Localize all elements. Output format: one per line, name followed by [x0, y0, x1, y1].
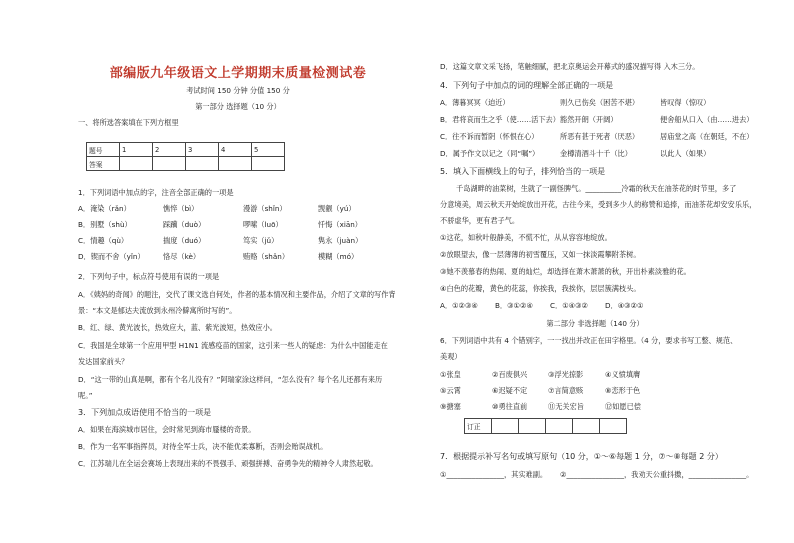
q2-option-d-line1: D．“这一带的山真是啊，都有个名儿没有？”阿瑞家涂这样问，“怎么没有？每个名儿还都有来历	[78, 375, 383, 384]
q3-stem: 3．下列加点成语使用不恰当的一项是	[78, 408, 212, 417]
q5-sentence-2: ②放眼望去，像一层薄薄的初雪覆压，又如一抹淡霞攀附茶树。	[440, 250, 641, 259]
correction-cell[interactable]	[492, 419, 519, 434]
q1-option-b4: 忏悔（xiān）	[318, 220, 362, 229]
q4-option-c3: 居庙堂之高（在朝廷，不在）	[660, 132, 754, 141]
q2-option-c-line2: 发达国家前头？	[78, 357, 129, 366]
q5-sentence-4: ④白色的花瓣，黄色的花蕊，你挨我，我挨你，层层簇满枝头。	[440, 284, 641, 293]
correction-table	[464, 418, 627, 434]
exam-subtitle: 考试时间 150 分钟 分值 150 分	[186, 86, 290, 95]
q1-option-c4: 隽永（juàn）	[318, 236, 363, 245]
q5-option-c: C．①④③②	[550, 301, 588, 310]
answer-cell[interactable]	[252, 157, 285, 171]
q7-blank-1: ①________________，其实难副。	[440, 470, 548, 479]
table-cell: 2	[153, 143, 186, 157]
q4-option-a2: 则久已伤矣（困苦不堪）	[560, 98, 640, 107]
q1-option-d2: 恪尽（kè）	[163, 252, 201, 261]
q3-option-a: A．如果在海滨城市居住，会时常见到海市蜃楼的奇景。	[78, 425, 256, 434]
q6-stem-line2: 美观）	[440, 352, 462, 361]
q1-option-b: B．别墅（shù）	[78, 220, 132, 229]
q1-option-c2: 揣度（duó）	[163, 236, 206, 245]
table-cell: 4	[219, 143, 252, 157]
q2-option-a-line1: A．《姨妈的奇闻》的题注，交代了课文选自何处，作者的基本情况和主要作品，介绍了文章的写作背	[78, 290, 396, 299]
correction-label: 订正	[465, 419, 492, 434]
q1-option-a2: 憔悴（bì）	[163, 204, 199, 213]
answer-cell[interactable]	[219, 157, 252, 171]
q2-option-a-line2: 景：“本文是郁达夫流放到永州冷僻寓所时写的”。	[78, 306, 237, 315]
table-cell: 5	[252, 143, 285, 157]
q6-word: ⑦言简意赅	[548, 386, 584, 395]
q5-sentence-3: ③她不羡慕春的热闹、夏的灿烂，却选择在萧木萧萧的秋，开出朴素淡雅的花。	[440, 267, 691, 276]
q6-word: ④义愤填膺	[605, 370, 641, 379]
answer-cell[interactable]	[186, 157, 219, 171]
q4-option-c1: C．往不诉而暂阴（怀恨在心）	[440, 132, 539, 141]
q6-word: ⑥迟疑不定	[492, 386, 528, 395]
q5-passage-line2: 分意境美，周云秋天开始绽放出开花，古往今来，受到多少人的称赞和追捧，而油茶花却安安乐乐，	[440, 200, 757, 209]
q3-option-c: C．江苏瑞儿在全运会赛场上表现出来的不畏强手、顽强拼搏、奋勇争先的精神令人肃然起敬。	[78, 459, 378, 468]
correction-cell[interactable]	[546, 419, 573, 434]
q6-word: ⑩勇往直前	[492, 402, 528, 411]
q4-option-d1: D．属予作文以记之（同“嘱”）	[440, 149, 540, 158]
correction-cell[interactable]	[573, 419, 600, 434]
q6-word: ⑪无关宏旨	[548, 402, 584, 411]
q1-option-d3: 贿赂（shǎn）	[243, 252, 290, 261]
q5-option-d: D．④③②①	[605, 301, 644, 310]
q6-word: ②百废俱兴	[492, 370, 528, 379]
q5-option-a: A．①②③④	[440, 301, 478, 310]
q4-option-b2: 豁然开朗（开阔）	[560, 115, 618, 124]
q4-option-c2: 所恶有甚于死者（厌恶）	[560, 132, 640, 141]
q6-word: ③浮光掠影	[548, 370, 584, 379]
q1-option-b3: 啰嗦（luō）	[243, 220, 283, 229]
q1-option-a3: 漫游（shǐn）	[243, 204, 287, 213]
q5-passage-line1: 千岛湖畔的油菜树，生就了一副怪脾气。__________冷霜的秋天在油茶花的时节里，多了	[456, 184, 737, 193]
page-title: 部编版九年级语文上学期期末质量检测试卷	[109, 66, 367, 81]
q5-option-b: B．③①②④	[495, 301, 533, 310]
q4-option-d2: 金樽清酒斗十千（比）	[560, 149, 632, 158]
answer-table	[86, 142, 285, 171]
q6-stem-line1: 6．下列词语中共有 4 个错别字，一一找出并改正在田字格里。（4 分，要求书写工整、规范、	[440, 336, 738, 345]
q2-option-c-line1: C．我国是全球第一个应用甲型 H1N1 流感疫苗的国家，这引来一些人的疑虑：为什么中国能走在	[78, 341, 388, 350]
q6-word: ⑫如愿已偿	[605, 402, 641, 411]
q1-stem: 1．下列词语中加点的字，注音全部正确的一项是	[78, 188, 234, 197]
q6-word: ①张皇	[440, 370, 461, 379]
q6-word: ⑨搪塞	[440, 402, 461, 411]
q1-option-c: C．情趣（qù）	[78, 236, 129, 245]
correction-cell[interactable]	[519, 419, 546, 434]
q1-option-c3: 笃实（jǔ）	[243, 236, 279, 245]
q3-option-d: D．这篇文章文采飞扬，笔触细腻，把北京奥运会开幕式的盛况描写得 入木三分。	[440, 62, 700, 71]
q6-word: ⑧恋形于色	[605, 386, 641, 395]
q4-option-b3: 便舍船从口入（由……进去）	[660, 115, 754, 124]
table-row	[87, 143, 285, 157]
q2-option-d-line2: 呢。”	[78, 391, 93, 400]
part2-heading: 第二部分 非选择题（140 分）	[546, 319, 644, 328]
q4-option-d3: 以此人（如果）	[660, 149, 711, 158]
table-row	[87, 157, 285, 171]
q5-sentence-1: ①这花，如秋叶般静美，不慌不忙，从从容容地绽放。	[440, 233, 612, 242]
q4-stem: 4．下列句子中加点的词的理解全部正确的一项是	[440, 81, 614, 90]
table-cell: 答案	[87, 157, 120, 171]
q2-option-b: B．红、绿、黄光波长，热效应大，蓝、紫光波短，热效应小。	[78, 323, 277, 332]
q5-passage-line3: 不骄虚华，更有君子气。	[440, 216, 520, 225]
q4-option-a1: A．薄暮冥冥（迫近）	[440, 98, 510, 107]
correction-cell[interactable]	[600, 419, 627, 434]
q3-option-b: B．作为一名军事指挥员，对待全军士兵，决不能优柔寡断，否则会贻误战机。	[78, 442, 328, 451]
q2-stem: 2．下列句子中，标点符号使用有误的一项是	[78, 272, 220, 281]
q1-option-a4: 觊觎（yú）	[318, 204, 356, 213]
q4-option-b1: B．君将哀而生之乎（使……活下去）	[440, 115, 560, 124]
q7-stem: 7．根据提示补写名句或填写原句（10 分，①～⑥每题 1 分，⑦～⑧每题 2 分）	[440, 452, 723, 461]
answer-cell[interactable]	[153, 157, 186, 171]
table-row	[465, 419, 627, 434]
table-cell: 1	[120, 143, 153, 157]
q5-stem: 5．填入下面横线上的句子，排列恰当的一项是	[440, 167, 606, 176]
q1-option-d: D．锲而不舍（yǐn）	[78, 252, 145, 261]
q1-option-a: A．淹染（rǎn）	[78, 204, 131, 213]
part1-heading: 第一部分 选择题（10 分）	[195, 102, 281, 111]
q7-blank-2: ②________________，我劝天公重抖擞，________________。	[560, 470, 754, 479]
table-cell: 题号	[87, 143, 120, 157]
table-cell: 3	[186, 143, 219, 157]
section1-heading: 一、将所选答案填在下列方框里	[78, 118, 179, 127]
answer-cell[interactable]	[120, 157, 153, 171]
q4-option-a3: 皆叹得（惊叹）	[660, 98, 711, 107]
q1-option-d4: 模糊（mó）	[318, 252, 359, 261]
q6-word: ⑤云霄	[440, 386, 461, 395]
q1-option-b2: 踩躏（duò）	[163, 220, 206, 229]
